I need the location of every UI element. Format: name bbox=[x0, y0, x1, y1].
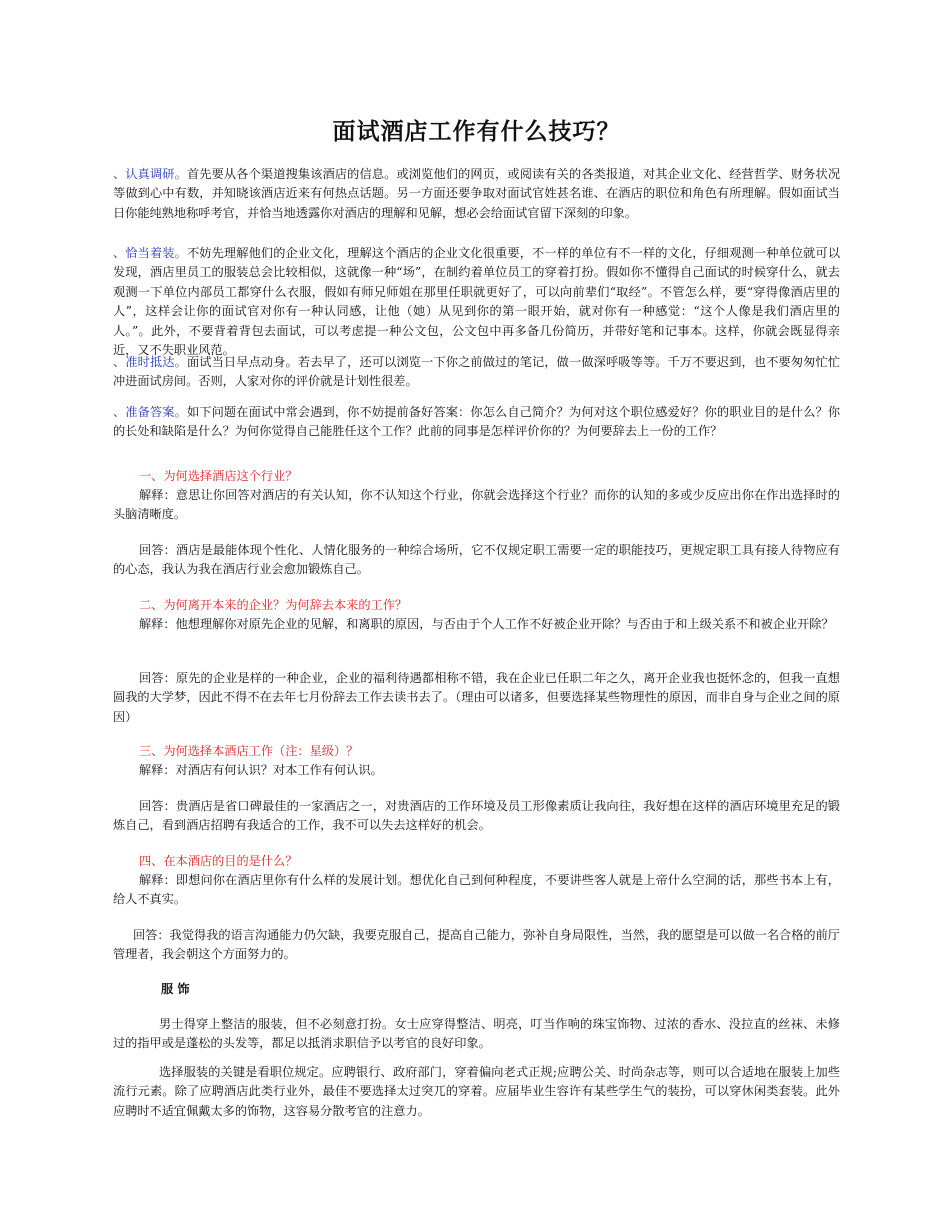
tip-lead: 、准时抵达。 bbox=[113, 355, 187, 369]
tip-paragraph bbox=[113, 165, 840, 223]
tip-lead: 、认真调研。 bbox=[113, 167, 187, 181]
question-heading: 四、在本酒店的目的是什么？ bbox=[139, 854, 298, 868]
question-heading: 二、为何离开本来的企业？为何辞去本来的工作？ bbox=[139, 598, 408, 612]
tip-paragraph bbox=[113, 403, 840, 442]
tip-text: 首先要从各个渠道搜集该酒店的信息。或浏览他们的网页，或阅读有关的各类报道，对其企业文化、经营哲学、财务状况等做到心中有数，并知晓该酒店近来有何热点话题。另一方面还要争取对面试官姓甚名谁、在酒店的职位和角色有所理解。假如面试当日你能纯熟地称呼考官，并恰当地透露你对酒店的理解和见解，想必会给面试官留下深刻的印象。 bbox=[113, 167, 841, 220]
question-explanation: 解释：即想问你在酒店里你有什么样的发展计划。想优化自己到何种程度，不要讲些客人就是上帝什么空洞的话，那些书本上有，给人不真实。 bbox=[113, 873, 840, 907]
tip-lead: 、准备答案。 bbox=[113, 405, 187, 419]
question-explanation: 解释：意思让你回答对酒店的有关认知，你不认知这个行业，你就会选择这个行业？而你的认知的多或少反应出你在作出选择时的头脑清晰度。 bbox=[113, 488, 840, 522]
section-heading-dress: 服 饰 bbox=[161, 982, 190, 996]
tip-paragraph bbox=[113, 244, 840, 360]
page-title: 面试酒店工作有什么技巧？ bbox=[332, 119, 621, 145]
dress-paragraph: 选择服装的关键是看职位规定。应聘银行、政府部门，穿着偏向老式正规;应聘公关、时尚杂志等，则可以合适地在服装上加些流行元素。除了应聘酒店此类行业外，最佳不要选择太过突兀的穿着。应届毕业生容许有某些学生气的装扮，可以穿休闲类套装。此外应聘时不适宜佩戴太多的饰物，这容易分散考官的注意力。 bbox=[113, 1065, 840, 1118]
tip-text: 如下问题在面试中常会遇到，你不妨提前备好答案：你怎么自己简介？为何对这个职位感爱好？你的职业目的是什么？你的长处和缺陷是什么？为何你觉得自己能胜任这个工作？此前的同事是怎样评价你的？为何要辞去上一份的工作？ bbox=[113, 405, 841, 439]
question-answer: 回答：贵酒店是省口碑最佳的一家酒店之一，对贵酒店的工作环境及员工形像素质让我向往，我好想在这样的酒店环境里充足的锻炼自己，看到酒店招聘有我适合的工作，我不可以失去这样好的机会。 bbox=[113, 799, 840, 833]
question-heading: 三、为何选择本酒店工作（注：星级）？ bbox=[139, 744, 359, 758]
question-answer: 回答：原先的企业是样的一种企业，企业的福利待遇都相称不错，我在企业已任职二年之久，离开企业我也挺怀念的，但我一直想圆我的大学梦，因此不得不在去年七月份辞去工作去读书去了。（理由可以诸多，但要选择某些物理性的原因，而非自身与企业之间的原因） bbox=[113, 671, 840, 724]
tip-text: 面试当日早点动身。若去早了，还可以浏览一下你之前做过的笔记，做一做深呼吸等等。千万不要迟到，也不要匆匆忙忙冲进面试房间。否则，人家对你的评价就是计划性很差。 bbox=[113, 355, 841, 389]
question-explanation: 解释：对酒店有何认识？对本工作有何认识。 bbox=[139, 763, 383, 777]
question-answer: 回答：我觉得我的语言沟通能力仍欠缺，我要克服自己，提高自己能力，弥补自身局限性，当然，我的愿望是可以做一名合格的前厅管理者，我会朝这个方面努力的。 bbox=[113, 928, 840, 962]
dress-paragraph: 男士得穿上整洁的服装，但不必刻意打扮。女士应穿得整洁、明亮，叮当作响的珠宝饰物、过浓的香水、没拉直的丝袜、未修过的指甲或是蓬松的头发等，都足以抵消求职信予以考官的良好印象。 bbox=[113, 1017, 840, 1051]
question-explanation: 解释：他想理解你对原先企业的见解，和离职的原因，与否由于个人工作不好被企业开除？与否由于和上级关系不和被企业开除？ bbox=[139, 617, 834, 631]
tip-paragraph bbox=[113, 353, 840, 392]
question-heading: 一、为何选择酒店这个行业？ bbox=[139, 469, 298, 483]
tip-lead: 、恰当着装。 bbox=[113, 246, 187, 260]
tip-text: 不妨先理解他们的企业文化，理解这个酒店的企业文化很重要，不一样的单位有不一样的文化，仔细观测一种单位就可以发现，酒店里员工的服装总会比较相似，这就像一种“场”，在制约着单位员工的穿着打扮。假如你不懂得自己面试的时候穿什么，就去观测一下单位内部员工都穿什么衣服，假如有师兄师姐在那里任职就更好了，可以向前辈们“取经”。不管怎么样，要“穿得像酒店里的人”，这样会让你的面试官对你有一种认同感，让他（她）从见到你的第一眼开始，就对你有一种感觉：“这个人像是我们酒店里的人。”。此外，不要背着背包去面试，可以考虑提一种公文包，公文包中再多备几份简历，并带好笔和记事本。这样，你就会既显得亲近，又不失职业风范。 bbox=[113, 246, 841, 358]
question-answer: 回答：酒店是最能体现个性化、人情化服务的一种综合场所，它不仅规定职工需要一定的职能技巧，更规定职工具有接人待物应有的心态，我认为我在酒店行业会愈加锻炼自己。 bbox=[113, 543, 840, 577]
